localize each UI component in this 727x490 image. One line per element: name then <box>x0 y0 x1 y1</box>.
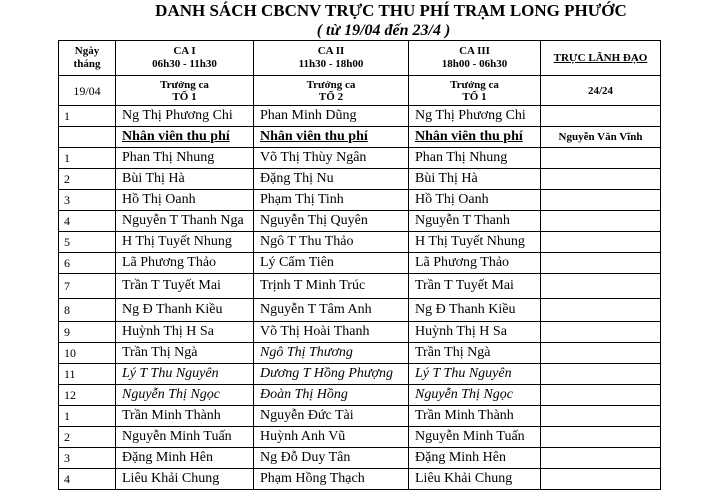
table-row <box>59 211 661 232</box>
staff-name-c1: Ng Đ Thanh Kiều <box>116 299 254 322</box>
staff-name-c3: Trần Thị Ngà <box>409 343 541 364</box>
table-row <box>59 385 661 406</box>
staff-label-c3: Nhân viên thu phí <box>409 127 541 148</box>
staff-name-c3: Hồ Thị Oanh <box>409 190 541 211</box>
staff-name-c3: Ng Đ Thanh Kiều <box>409 299 541 322</box>
staff-rows <box>59 148 661 490</box>
header-date: Ngày tháng <box>59 41 116 76</box>
team-leader: 24/24 <box>541 76 661 106</box>
schedule-table <box>58 40 661 490</box>
row-number: 4 <box>59 211 116 232</box>
team-c3: Trưởng ca TỔ 1 <box>409 76 541 106</box>
staff-name-c1: Nguyễn Thị Ngọc <box>116 385 254 406</box>
row-number: 11 <box>59 364 116 385</box>
header-leader: TRỰC LÃNH ĐẠO <box>541 41 661 76</box>
staff-name-c1: Trần T Tuyết Mai <box>116 274 254 299</box>
staff-name-c1: Nguyễn Minh Tuấn <box>116 427 254 448</box>
subtitle-text: ( từ 19/04 đến 23/4 ) <box>316 22 451 39</box>
table-row <box>59 232 661 253</box>
chief-c2: Phan Minh Dũng <box>254 106 409 127</box>
staff-name-c1: Liêu Khải Chung <box>116 469 254 490</box>
table-row <box>59 406 661 427</box>
chief-no: 1 <box>59 106 116 127</box>
staff-name-c2: Ng Đỗ Duy Tân <box>254 448 409 469</box>
staff-name-c2: Lý Cẩm Tiên <box>254 253 409 274</box>
table-row <box>59 299 661 322</box>
header-row <box>59 41 661 76</box>
leader-cell <box>541 385 661 406</box>
staff-label-c1: Nhân viên thu phí <box>116 127 254 148</box>
staff-name-c3: Phan Thị Nhung <box>409 148 541 169</box>
chief-row <box>59 106 661 127</box>
staff-name-c3: Huỳnh Thị H Sa <box>409 322 541 343</box>
leader-name: Nguyễn Văn Vĩnh <box>541 127 661 148</box>
staff-name-c1: Lã Phương Thảo <box>116 253 254 274</box>
staff-name-c2: Dương T Hồng Phượng <box>254 364 409 385</box>
header-shift3: CA III 18h00 - 06h30 <box>409 41 541 76</box>
staff-name-c1: Trần Minh Thành <box>116 406 254 427</box>
table-row <box>59 253 661 274</box>
staff-name-c3: Lý T Thu Nguyên <box>409 364 541 385</box>
leader-cell <box>541 148 661 169</box>
leader-cell <box>541 364 661 385</box>
staff-name-c3: Đặng Minh Hên <box>409 448 541 469</box>
header-shift2: CA II 11h30 - 18h00 <box>254 41 409 76</box>
row-number: 12 <box>59 385 116 406</box>
staff-name-c2: Nguyễn Thị Quyên <box>254 211 409 232</box>
staff-name-c3: Bùi Thị Hà <box>409 169 541 190</box>
staff-name-c1: H Thị Tuyết Nhung <box>116 232 254 253</box>
row-number: 7 <box>59 274 116 299</box>
staff-name-c1: Bùi Thị Hà <box>116 169 254 190</box>
staff-name-c1: Nguyễn T Thanh Nga <box>116 211 254 232</box>
staff-name-c2: Nguyễn Đức Tài <box>254 406 409 427</box>
staff-name-c1: Hồ Thị Oanh <box>116 190 254 211</box>
staff-label-c2: Nhân viên thu phí <box>254 127 409 148</box>
chief-c3: Ng Thị Phương Chi <box>409 106 541 127</box>
staff-label-row <box>59 127 661 148</box>
staff-name-c1: Huỳnh Thị H Sa <box>116 322 254 343</box>
table-row <box>59 448 661 469</box>
chief-c1: Ng Thị Phương Chi <box>116 106 254 127</box>
staff-name-c2: Phạm Hồng Thạch <box>254 469 409 490</box>
staff-name-c1: Trần Thị Ngà <box>116 343 254 364</box>
staff-name-c1: Đặng Minh Hên <box>116 448 254 469</box>
staff-name-c1: Lý T Thu Nguyên <box>116 364 254 385</box>
leader-cell <box>541 190 661 211</box>
staff-name-c2: Ngô Thị Thương <box>254 343 409 364</box>
row-number: 9 <box>59 322 116 343</box>
row-number: 3 <box>59 190 116 211</box>
leader-cell <box>541 274 661 299</box>
row-number: 10 <box>59 343 116 364</box>
staff-name-c2: Đoàn Thị Hồng <box>254 385 409 406</box>
staff-name-c2: Huỳnh Anh Vũ <box>254 427 409 448</box>
document-title <box>0 1 727 40</box>
staff-name-c3: Trần Minh Thành <box>409 406 541 427</box>
staff-name-c3: Lã Phương Thảo <box>409 253 541 274</box>
table-row <box>59 274 661 299</box>
table-row <box>59 364 661 385</box>
staff-name-c2: Trịnh T Minh Trúc <box>254 274 409 299</box>
table-row <box>59 190 661 211</box>
row-number: 1 <box>59 406 116 427</box>
table-row <box>59 169 661 190</box>
team-c1: Trưởng ca TỔ 1 <box>116 76 254 106</box>
row-number: 5 <box>59 232 116 253</box>
staff-name-c3: Liêu Khải Chung <box>409 469 541 490</box>
row-number: 1 <box>59 148 116 169</box>
leader-cell <box>541 406 661 427</box>
title-text: DANH SÁCH CBCNV TRỰC THU PHÍ TRẠM LONG PHƯỚC <box>155 1 627 20</box>
leader-cell <box>541 427 661 448</box>
header-shift1: CA I 06h30 - 11h30 <box>116 41 254 76</box>
table-row <box>59 343 661 364</box>
row-number: 8 <box>59 299 116 322</box>
staff-name-c3: Nguyễn Thị Ngọc <box>409 385 541 406</box>
staff-name-c2: Ngô T Thu Thảo <box>254 232 409 253</box>
staff-name-c3: Nguyễn T Thanh <box>409 211 541 232</box>
team-date: 19/04 <box>59 76 116 106</box>
team-c2: Trưởng ca TỔ 2 <box>254 76 409 106</box>
table-row <box>59 148 661 169</box>
row-number: 2 <box>59 427 116 448</box>
leader-cell <box>541 322 661 343</box>
table-row <box>59 322 661 343</box>
leader-cell <box>541 253 661 274</box>
chief-leader <box>541 106 661 127</box>
staff-name-c2: Nguyễn T Tâm Anh <box>254 299 409 322</box>
table-row <box>59 469 661 490</box>
leader-cell <box>541 469 661 490</box>
staff-name-c3: Trần T Tuyết Mai <box>409 274 541 299</box>
row-number: 4 <box>59 469 116 490</box>
staff-name-c2: Võ Thị Thùy Ngân <box>254 148 409 169</box>
staff-name-c3: H Thị Tuyết Nhung <box>409 232 541 253</box>
table-row <box>59 427 661 448</box>
leader-cell <box>541 343 661 364</box>
leader-cell <box>541 448 661 469</box>
staff-name-c2: Phạm Thị Tinh <box>254 190 409 211</box>
team-row <box>59 76 661 106</box>
leader-cell <box>541 299 661 322</box>
staff-name-c3: Nguyễn Minh Tuấn <box>409 427 541 448</box>
staff-name-c1: Phan Thị Nhung <box>116 148 254 169</box>
row-number: 3 <box>59 448 116 469</box>
leader-cell <box>541 169 661 190</box>
row-number: 6 <box>59 253 116 274</box>
row-number: 2 <box>59 169 116 190</box>
leader-cell <box>541 232 661 253</box>
staff-label-no <box>59 127 116 148</box>
leader-cell <box>541 211 661 232</box>
staff-name-c2: Đặng Thị Nu <box>254 169 409 190</box>
staff-name-c2: Võ Thị Hoài Thanh <box>254 322 409 343</box>
